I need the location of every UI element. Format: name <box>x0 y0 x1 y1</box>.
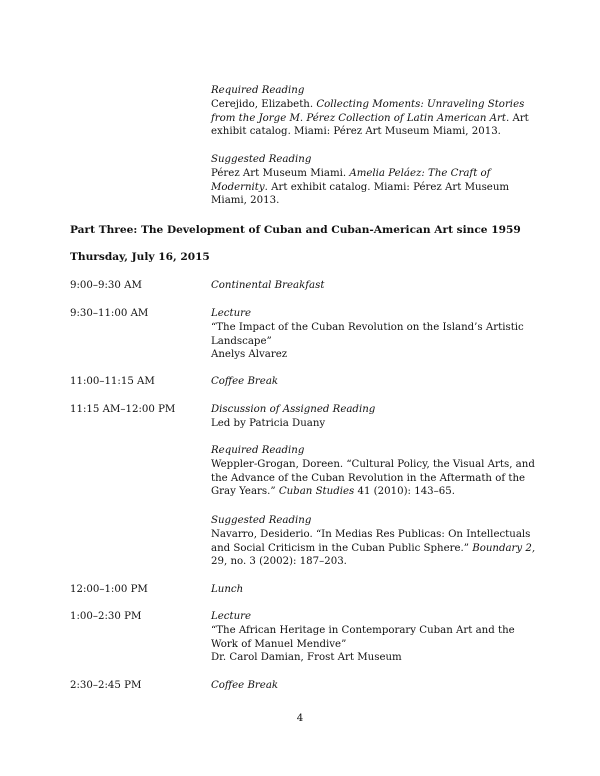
schedule-item-title: Coffee Break <box>211 376 279 387</box>
suggested-reading-label: Suggested Reading <box>211 154 312 165</box>
schedule-time: 11:15 AM–12:00 PM <box>70 404 176 415</box>
suggested-reading-label: Suggested Reading <box>211 515 312 526</box>
schedule-time: 11:00–11:15 AM <box>70 376 155 387</box>
intro-suggested-reading <box>211 153 541 208</box>
discussion-leader: Led by Patricia Duany <box>211 417 326 429</box>
discussion-suggested-reading <box>211 514 541 569</box>
discussion-block <box>211 403 541 431</box>
intro-required-reading <box>211 84 541 139</box>
session-type: Lecture <box>211 611 252 622</box>
schedule-item-title: Coffee Break <box>211 680 279 691</box>
schedule-item-title: Continental Breakfast <box>211 280 325 291</box>
part-heading: Part Three: The Development of Cuban and Cuban-American Art since 1959 <box>70 224 521 236</box>
discussion-required-reading <box>211 444 541 499</box>
date-heading: Thursday, July 16, 2015 <box>70 251 210 263</box>
required-reading-citation: Cerejido, Elizabeth. Collecting Moments: Unraveling Stories from the Jorge M. Pérez Collection of Latin American Art. Art exhibit catalog. Miami: Pérez Art Museum Miami, 2013. <box>211 98 529 138</box>
schedule-time: 9:30–11:00 AM <box>70 308 149 319</box>
suggested-reading-citation: Pérez Art Museum Miami. Amelia Peláez: The Craft of Modernity. Art exhibit catalog. Miami: Pérez Art Museum Miami, 2013. <box>211 167 510 207</box>
schedule-item-title: Lunch <box>211 584 244 595</box>
schedule-time: 1:00–2:30 PM <box>70 611 142 622</box>
session-type: Lecture <box>211 308 252 319</box>
session-type: Discussion of Assigned Reading <box>211 404 376 415</box>
lecture-title: “The Impact of the Cuban Revolution on the Island’s Artistic Landscape” <box>211 321 524 347</box>
suggested-reading-citation: Navarro, Desiderio. “In Medias Res Publicas: On Intellectuals and Social Criticism in the Cuban Public Sphere.” Boundary 2, 29, no. 3 (2002): 187–203. <box>211 528 536 568</box>
required-reading-label: Required Reading <box>211 85 305 96</box>
required-reading-label: Required Reading <box>211 445 305 456</box>
required-reading-citation: Weppler-Grogan, Doreen. “Cultural Policy, the Visual Arts, and the Advance of the Cuban Revolution in the Aftermath of the Gray Years.” Cuban Studies 41 (2010): 143–65. <box>211 458 535 498</box>
lecture-block <box>211 610 541 665</box>
lecture-block <box>211 307 541 362</box>
page-number: 4 <box>296 713 304 724</box>
speaker-name: Anelys Alvarez <box>211 349 288 361</box>
schedule-time: 12:00–1:00 PM <box>70 584 148 595</box>
schedule-time: 9:00–9:30 AM <box>70 280 142 291</box>
schedule-time: 2:30–2:45 PM <box>70 680 142 691</box>
speaker-name: Dr. Carol Damian, Frost Art Museum <box>211 652 402 664</box>
lecture-title: “The African Heritage in Contemporary Cuban Art and the Work of Manuel Mendive” <box>211 624 515 650</box>
